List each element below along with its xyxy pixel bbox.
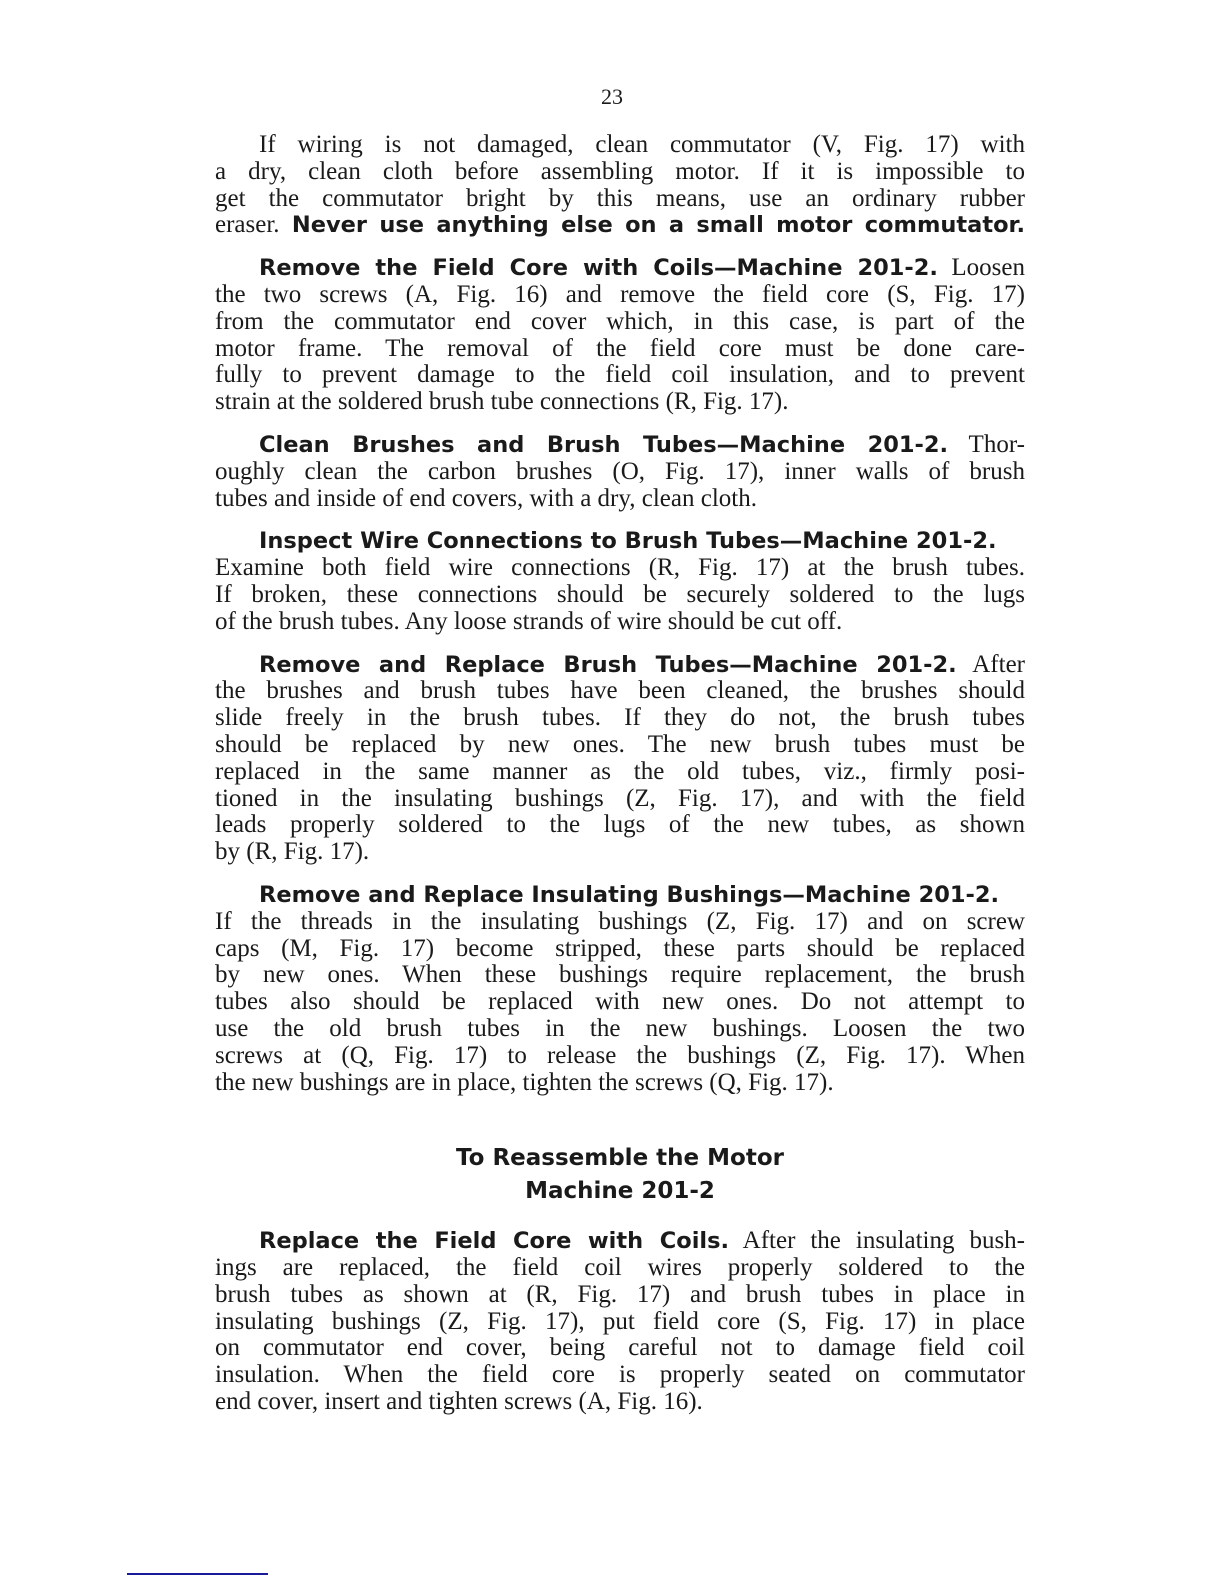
text-line: [215, 528, 1025, 555]
text-line: strain at the soldered brush tube connections (R, Fig. 17).: [215, 388, 789, 416]
footnote-rule: [127, 1573, 268, 1575]
text-line: tioned in the insulating bushings (Z, Fig. 17), and with the field: [215, 784, 1025, 812]
text-line: insulation. When the field core is properly seated on commutator: [215, 1361, 1025, 1389]
text-line: motor frame. The removal of the field core must be done care-: [215, 334, 1025, 362]
paragraph: [215, 432, 1025, 512]
text-line: fully to prevent damage to the field coil insulation, and to prevent: [215, 361, 1025, 389]
text-line: Examine both field wire connections (R, Fig. 17) at the brush tubes.: [215, 554, 1025, 582]
paragraph: [215, 132, 1025, 239]
paragraph-lead-heading: Clean Brushes and Brush Tubes—Machine 201-2.: [259, 431, 949, 458]
paragraph: [215, 1228, 1025, 1416]
text-line: If wiring is not damaged, clean commutator (V, Fig. 17) with: [259, 131, 1025, 158]
text-line: oughly clean the carbon brushes (O, Fig. 17), inner walls of brush: [215, 457, 1025, 485]
paragraph: [215, 528, 1025, 635]
page-number: 23: [601, 84, 623, 109]
text-line: ings are replaced, the field coil wires properly soldered to the: [215, 1254, 1025, 1282]
section-heading-line1: To Reassemble the Motor: [456, 1145, 784, 1172]
paragraphs: [215, 132, 1025, 1096]
text-line: slide freely in the brush tubes. If they do not, the brush tubes: [215, 704, 1025, 732]
text-line: Remove the Field Core with Coils—Machine 201-2. Loosen: [259, 254, 1025, 282]
text-line: tubes also should be replaced with new ones. Do not attempt to: [215, 988, 1025, 1016]
text-line: Clean Brushes and Brush Tubes—Machine 201-2. Thor-: [259, 430, 1025, 458]
emphasis-text: Never use anything else on a small motor commutator.: [279, 212, 1025, 239]
text-line: insulating bushings (Z, Fig. 17), put field core (S, Fig. 17) in place: [215, 1307, 1025, 1335]
paragraph: [215, 652, 1025, 866]
text-line: Remove and Replace Brush Tubes—Machine 201-2. After: [259, 650, 1025, 678]
text-line: screws at (Q, Fig. 17) to release the bushings (Z, Fig. 17). When: [215, 1041, 1025, 1069]
text-line: get the commutator bright by this means, use an ordinary rubber: [215, 184, 1025, 212]
text-line: [215, 882, 1025, 909]
text-line: leads properly soldered to the lugs of the new tubes, as shown: [215, 811, 1025, 839]
text-line: replaced in the same manner as the old tubes, viz., firmly posi-: [215, 757, 1025, 785]
section-heading: [215, 1142, 1025, 1208]
paragraph: [215, 255, 1025, 416]
section-heading-line2: Machine 201-2: [525, 1178, 715, 1205]
text-line: If the threads in the insulating bushings (Z, Fig. 17) and on screw: [215, 907, 1025, 935]
paragraph: [215, 882, 1025, 1096]
text-line: tubes and inside of end covers, with a dry, clean cloth.: [215, 484, 757, 512]
text-line: brush tubes as shown at (R, Fig. 17) and brush tubes in place in: [215, 1280, 1025, 1308]
page-body: [215, 132, 1025, 1432]
text-line: end cover, insert and tighten screws (A, Fig. 16).: [215, 1388, 703, 1416]
text-line: the brushes and brush tubes have been cleaned, the brushes should: [215, 677, 1025, 705]
text-line: on commutator end cover, being careful not to damage field coil: [215, 1334, 1025, 1362]
text-line: a dry, clean cloth before assembling motor. If it is impossible to: [215, 157, 1025, 185]
text-line: by new ones. When these bushings require replacement, the brush: [215, 961, 1025, 989]
text-line: should be replaced by new ones. The new brush tubes must be: [215, 730, 1025, 758]
text-line: caps (M, Fig. 17) become stripped, these parts should be replaced: [215, 934, 1025, 962]
text-line: by (R, Fig. 17).: [215, 838, 370, 866]
text-line: If broken, these connections should be securely soldered to the lugs: [215, 580, 1025, 608]
text-line: of the brush tubes. Any loose strands of wire should be cut off.: [215, 607, 843, 635]
text-line: from the commutator end cover which, in this case, is part of the: [215, 307, 1025, 335]
text-line: the new bushings are in place, tighten the screws (Q, Fig. 17).: [215, 1068, 834, 1096]
paragraph-lead-heading: Remove and Replace Brush Tubes—Machine 201-2.: [259, 651, 957, 678]
paragraph-lead-heading: Inspect Wire Connections to Brush Tubes—Machine 201-2.: [259, 528, 997, 555]
text-line: the two screws (A, Fig. 16) and remove the field core (S, Fig. 17): [215, 280, 1025, 308]
paragraph-lead-heading: Remove the Field Core with Coils—Machine 201-2.: [259, 255, 938, 282]
paragraph-lead-heading: Remove and Replace Insulating Bushings—Machine 201-2.: [259, 881, 1000, 908]
paragraph-lead-heading: Replace the Field Core with Coils.: [259, 1228, 730, 1255]
text-line: Replace the Field Core with Coils. After the insulating bush-: [259, 1227, 1025, 1255]
text-line: use the old brush tubes in the new bushings. Loosen the two: [215, 1014, 1025, 1042]
text-line: eraser. Never use anything else on a small motor commutator.: [215, 211, 1025, 239]
final-paragraph: [215, 1228, 1025, 1416]
